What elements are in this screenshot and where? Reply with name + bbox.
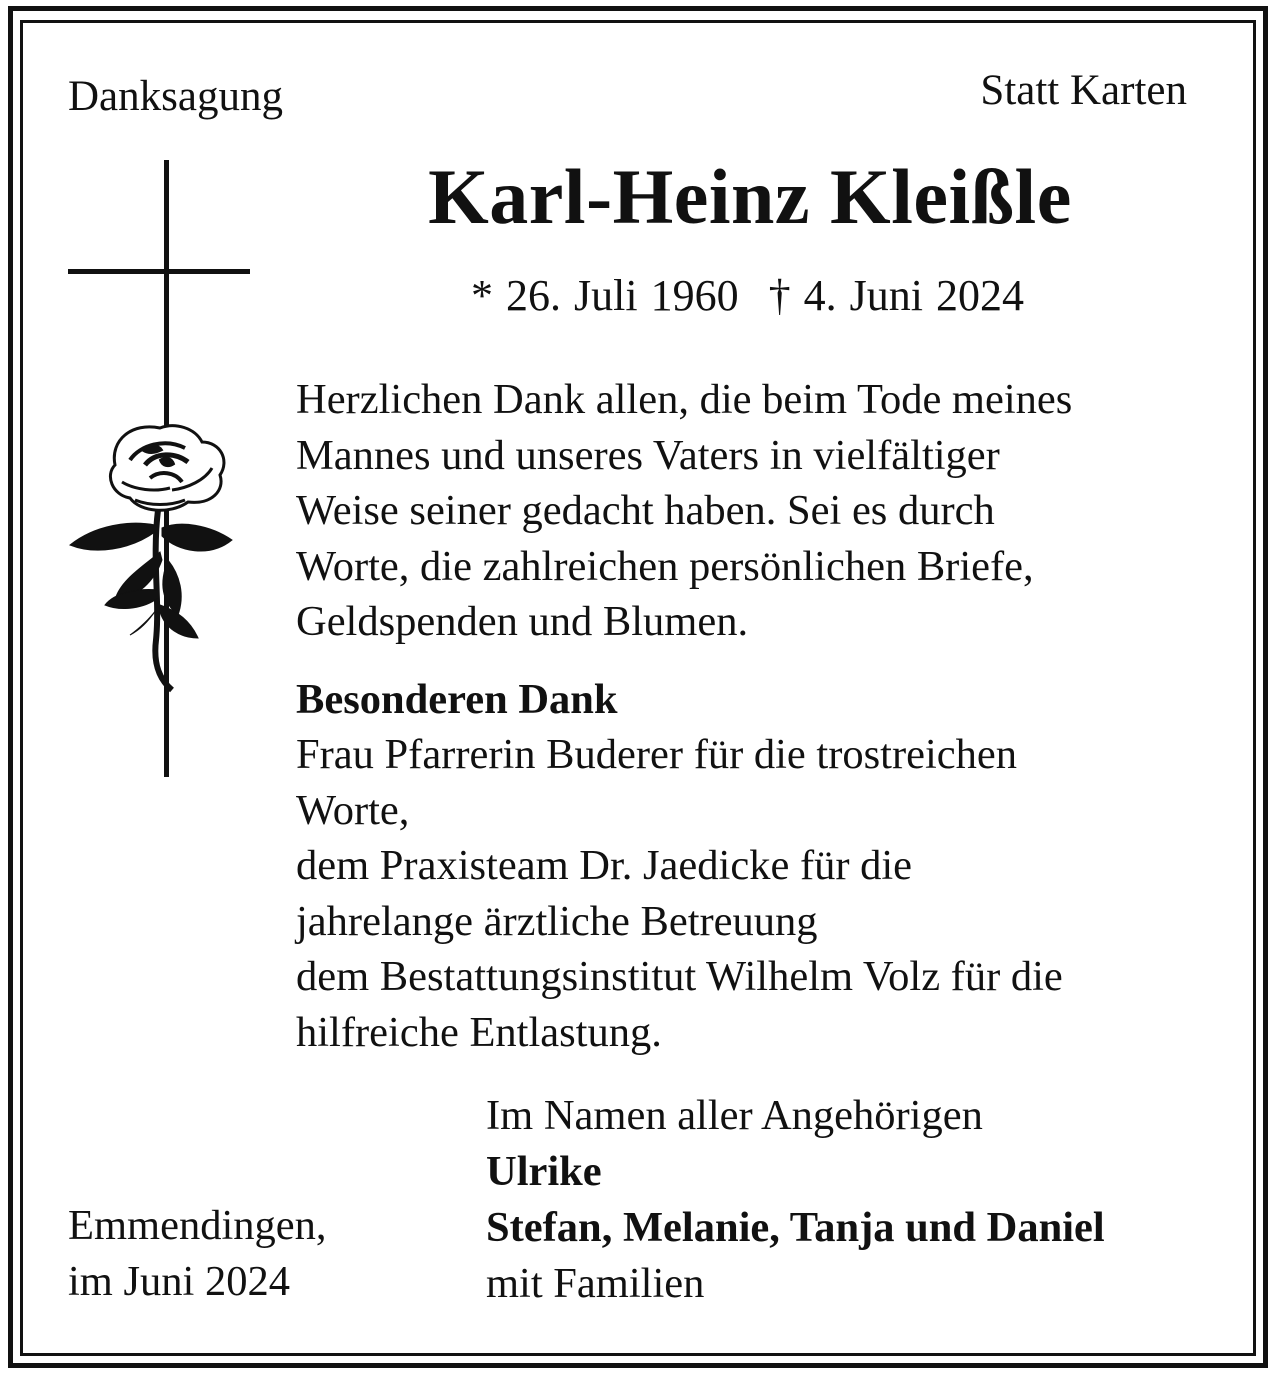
special-thanks-line: dem Bestattungsinstitut Wilhelm Volz für die xyxy=(296,953,1063,1000)
date-text: im Juni 2024 xyxy=(68,1258,290,1305)
header-danksagung: Danksagung xyxy=(68,73,283,120)
thanks-line: Worte, die zahlreichen persönlichen Briefe, xyxy=(296,542,1034,590)
place-name: Emmendingen, xyxy=(68,1202,327,1249)
signature-children: Stefan, Melanie, Tanja und Daniel xyxy=(486,1204,1105,1251)
rose-icon xyxy=(70,426,232,690)
place-date xyxy=(68,1198,327,1310)
thanks-line: Geldspenden und Blumen. xyxy=(296,598,749,645)
deceased-name: Karl-Heinz Kleißle xyxy=(428,153,1072,240)
death-date: † 4. Juni 2024 xyxy=(768,271,1024,320)
life-dates xyxy=(300,270,1195,321)
thanks-line: Herzlichen Dank allen, die beim Tode meines xyxy=(296,376,1073,423)
thanks-line: Mannes und unseres Vaters in vielfältiger xyxy=(296,431,1000,479)
paragraph-gap xyxy=(296,650,1226,672)
thanks-text xyxy=(296,372,1226,1060)
signature-intro: Im Namen aller Angehörigen xyxy=(486,1092,983,1139)
thanks-line: Weise seiner gedacht haben. Sei es durch xyxy=(296,487,995,534)
special-thanks-heading: Besonderen Dank xyxy=(296,675,618,723)
special-thanks-line: hilfreiche Entlastung. xyxy=(296,1008,662,1056)
special-thanks-line: dem Praxisteam Dr. Jaedicke für die xyxy=(296,842,913,889)
header-statt-karten: Statt Karten xyxy=(980,67,1187,114)
signature-block xyxy=(486,1088,1105,1312)
special-thanks-line: jahrelange ärztliche Betreuung xyxy=(296,897,818,945)
special-thanks-line: Worte, xyxy=(296,786,410,834)
special-thanks-line: Frau Pfarrerin Buderer für die trostreichen xyxy=(296,731,1018,778)
birth-date: * 26. Juli 1960 xyxy=(471,271,739,320)
signature-spouse: Ulrike xyxy=(486,1148,602,1195)
cross-with-rose xyxy=(60,160,250,785)
signature-families: mit Familien xyxy=(486,1260,705,1307)
